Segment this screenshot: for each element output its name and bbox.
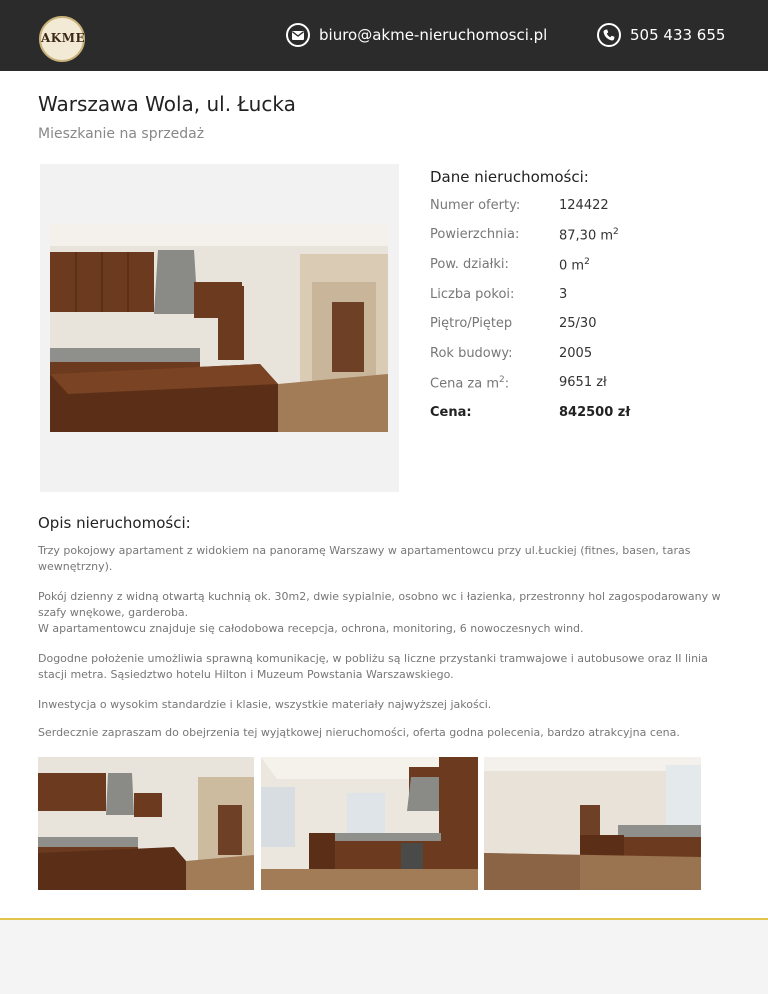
description-paragraph: Pokój dzienny z widną otwartą kuchnią ok. 30m2, dwie sypialnie, osobno wc i łazienka, przestronny hol zagospodarowany w szafy wnękowe, garderoba. bbox=[38, 590, 721, 619]
description-paragraph: Trzy pokojowy apartament z widokiem na panoramę Warszawy w apartamentowcu przy ul.Łuckiej (fitnes, basen, taras wewnętrzny). bbox=[38, 544, 691, 573]
description-title: Opis nieruchomości: bbox=[38, 514, 191, 532]
main-photo[interactable] bbox=[50, 224, 388, 432]
detail-row-offer-number: Numer oferty: 124422 bbox=[430, 198, 609, 213]
gallery-photo-1[interactable] bbox=[38, 757, 254, 890]
email-contact[interactable] bbox=[286, 22, 547, 48]
description-paragraph: W apartamentowcu znajduje się całodobowa recepcja, ochrona, monitoring, 6 nowoczesnych wind. bbox=[38, 622, 584, 635]
detail-row-year-built: Rok budowy: 2005 bbox=[430, 346, 593, 361]
phone-icon bbox=[597, 23, 621, 47]
header bbox=[0, 0, 768, 71]
phone-text[interactable]: 505 433 655 bbox=[630, 26, 726, 44]
description-paragraph: Dogodne położenie umożliwia sprawną komunikację, w pobliżu są liczne przystanki tramwajowe i autobusowe oraz II linia stacji metra. Sąsiedztwo hotelu Hilton i Muzeum Powstania Warszawskiego. bbox=[38, 652, 708, 681]
akme-logo[interactable] bbox=[39, 16, 85, 62]
detail-row-price: Cena: 842500 zł bbox=[430, 405, 631, 420]
footer bbox=[0, 920, 768, 994]
gallery-photo-2[interactable] bbox=[261, 757, 478, 890]
detail-row-plot-area: Pow. działki: 0 $m^2$ bbox=[430, 257, 590, 274]
detail-row-area: Powierzchnia: 87,30 $m^2$ bbox=[430, 227, 619, 244]
email-text[interactable]: biuro@akme-nieruchomosci.pl bbox=[319, 26, 548, 44]
phone-contact[interactable] bbox=[597, 22, 725, 48]
details-title: Dane nieruchomości: bbox=[430, 168, 589, 186]
detail-row-price-per-m2: Cena za $m^2$: 9651 zł bbox=[430, 375, 607, 392]
listing-subtitle: Mieszkanie na sprzedaż bbox=[38, 126, 205, 142]
logo-text: AKME bbox=[41, 31, 86, 45]
description-paragraph: Serdecznie zapraszam do obejrzenia tej wyjątkowej nieruchomości, oferta godna polecenia, bardzo atrakcyjna cena. bbox=[38, 726, 680, 739]
detail-row-floor: Piętro/Piętер 25/30 bbox=[430, 316, 597, 331]
listing-title: Warszawa Wola, ul. Łucka bbox=[38, 92, 296, 116]
gallery-photo-3[interactable] bbox=[484, 757, 701, 890]
envelope-icon bbox=[286, 23, 310, 47]
detail-row-rooms: Liczba pokoi: 3 bbox=[430, 287, 568, 302]
description-paragraph: Inwestycja o wysokim standardzie i klasie, wszystkie materiały najwyższej jakości. bbox=[38, 698, 492, 711]
